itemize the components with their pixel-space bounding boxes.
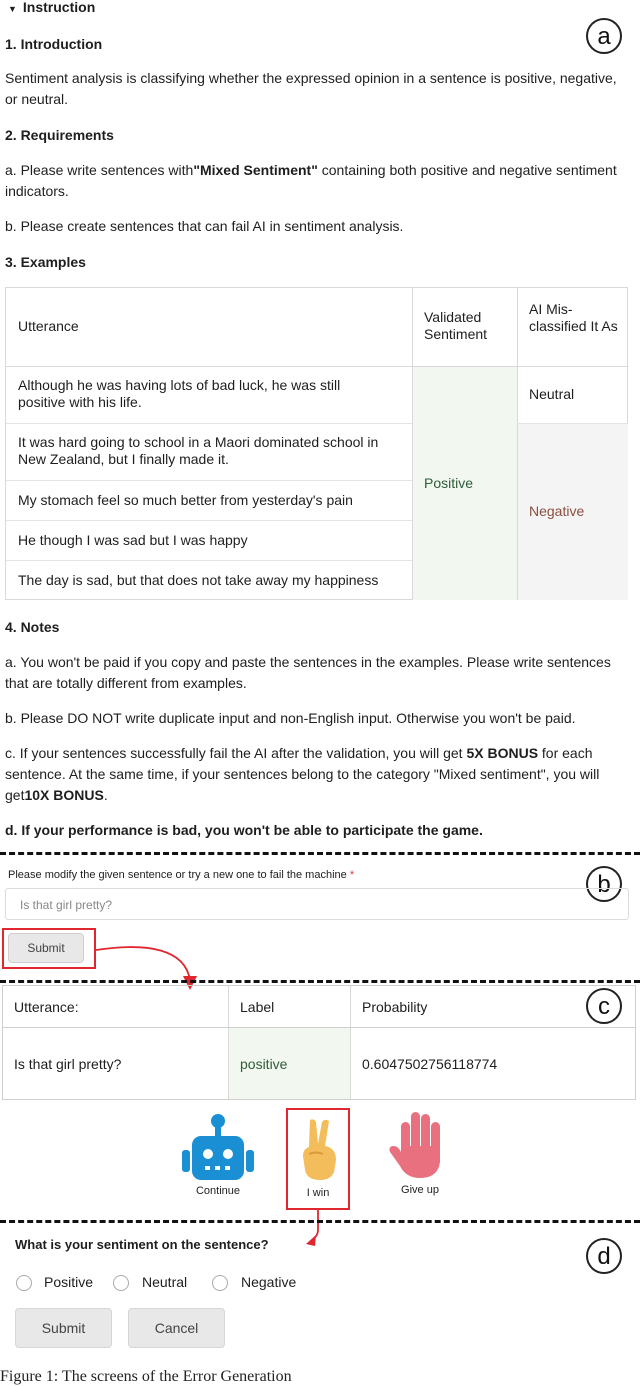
note-c-bonus-5x: 5X BONUS <box>466 745 539 761</box>
result-utterance: Is that girl pretty? <box>14 1056 122 1072</box>
requirements-title: 2. Requirements <box>5 127 114 143</box>
marker-a: a <box>586 18 622 54</box>
note-c-1: c. If your sentences successfully fail the AI after the validation, you will get <box>5 745 467 761</box>
victory-hand-icon <box>298 1116 340 1182</box>
continue-action[interactable] <box>178 1112 258 1202</box>
result-probability: 0.6047502756118774 <box>362 1056 498 1072</box>
survey-submit-button[interactable]: Submit <box>15 1308 112 1348</box>
i-win-label: I win <box>306 1187 330 1199</box>
note-d: d. If your performance is bad, you won't be able to participate the game. <box>5 822 483 838</box>
raised-hand-icon <box>380 1108 460 1182</box>
header-utterance: Utterance <box>18 318 79 334</box>
examples-title: 3. Examples <box>5 254 86 270</box>
row-divider-4 <box>6 560 412 561</box>
radio-negative-label: Negative <box>241 1274 297 1290</box>
survey-question: What is your sentiment on the sentence? <box>15 1237 269 1252</box>
give-up-action[interactable] <box>380 1108 460 1204</box>
misclassified-negative: Negative <box>529 503 585 519</box>
requirement-a <box>5 160 630 202</box>
row-divider-2 <box>6 480 412 481</box>
radio-positive-label: Positive <box>44 1274 94 1290</box>
validated-positive: Positive <box>424 475 474 491</box>
divider-b <box>0 852 640 855</box>
result-label: positive <box>240 1056 288 1072</box>
note-c-2: for each sentence. At the same time, if your sentences belong to the category "Mixed sentiment", you will get <box>5 745 600 803</box>
result-table <box>2 985 636 1100</box>
radio-neutral-label: Neutral <box>142 1274 188 1290</box>
result-header-divider <box>3 1027 635 1028</box>
examples-table <box>5 287 628 600</box>
marker-b: b <box>586 866 622 902</box>
required-mark: * <box>349 869 355 881</box>
marker-c: c <box>586 988 622 1024</box>
note-b: b. Please DO NOT write duplicate input and non-English input. Otherwise you won't be paid. <box>5 710 576 726</box>
result-col-divider-1 <box>228 986 229 1099</box>
header-validated: Validated Sentiment <box>424 309 488 342</box>
radio-negative[interactable] <box>212 1275 228 1291</box>
input-submit-button[interactable]: Submit <box>8 933 84 963</box>
note-c-bonus-10x: 10X BONUS <box>24 787 104 803</box>
input-label-text: Please modify the given sentence or try a new one to fail the machine <box>8 869 347 881</box>
continue-label: Continue <box>195 1185 241 1197</box>
radio-neutral[interactable] <box>113 1275 129 1291</box>
input-label <box>8 869 354 881</box>
give-up-label: Give up <box>401 1184 439 1196</box>
instruction-toggle-label: Instruction <box>22 0 96 15</box>
col-divider-1 <box>412 288 413 600</box>
requirement-a-prefix: a. Please write sentences with <box>5 162 194 178</box>
requirement-a-suffix: containing both positive and negative sentiment indicators. <box>5 162 617 199</box>
notes-title: 4. Notes <box>5 619 60 635</box>
col-divider-2 <box>517 288 518 600</box>
caret-down-icon: ▼ <box>8 4 17 14</box>
header-divider <box>6 366 628 367</box>
figure-caption: Figure 1: The screens of the Error Generation <box>0 1368 292 1385</box>
intro-title: 1. Introduction <box>5 36 103 52</box>
misclassified-neutral: Neutral <box>529 386 575 402</box>
note-c <box>5 743 630 806</box>
example-row-1: Although he was having lots of bad luck, he was still positive with his life. <box>18 377 341 410</box>
radio-positive[interactable] <box>16 1275 32 1291</box>
instruction-toggle[interactable] <box>8 0 95 15</box>
sentence-input-placeholder: Is that girl pretty? <box>20 898 113 912</box>
example-row-3: My stomach feel so much better from yesterday's pain <box>18 492 353 508</box>
example-row-5: The day is sad, but that does not take away my happiness <box>18 572 379 588</box>
result-header-utterance: Utterance: <box>14 999 79 1015</box>
example-row-2: It was hard going to school in a Maori dominated school in New Zealand, but I finally made it. <box>18 434 379 467</box>
row-divider-1 <box>6 423 412 424</box>
intro-text: Sentiment analysis is classifying whether the expressed opinion in a sentence is positive, negative, or neutral. <box>5 70 617 107</box>
arrow-to-survey-icon <box>300 1208 330 1250</box>
row-divider-1b <box>517 423 628 424</box>
divider-d <box>0 1220 640 1223</box>
row-divider-3 <box>6 520 412 521</box>
result-header-label: Label <box>240 999 275 1015</box>
example-row-4: He though I was sad but I was happy <box>18 532 248 548</box>
i-win-action[interactable] <box>286 1108 350 1210</box>
header-misclassified: AI Mis-classified It As <box>529 301 618 334</box>
submit-highlight <box>2 928 96 969</box>
marker-d: d <box>586 1238 622 1274</box>
robot-icon <box>178 1112 258 1184</box>
note-c-3: . <box>103 787 108 803</box>
note-a: a. You won't be paid if you copy and paste the sentences in the examples. Please write sentences that are totally different from examples. <box>5 654 611 691</box>
requirement-a-bold: "Mixed Sentiment" <box>193 162 318 178</box>
result-col-divider-2 <box>350 986 351 1099</box>
requirement-b: b. Please create sentences that can fail AI in sentiment analysis. <box>5 218 404 234</box>
sentence-input[interactable] <box>5 888 629 920</box>
divider-c <box>0 980 640 983</box>
survey-cancel-button[interactable]: Cancel <box>128 1308 225 1348</box>
result-header-probability: Probability <box>362 999 428 1015</box>
